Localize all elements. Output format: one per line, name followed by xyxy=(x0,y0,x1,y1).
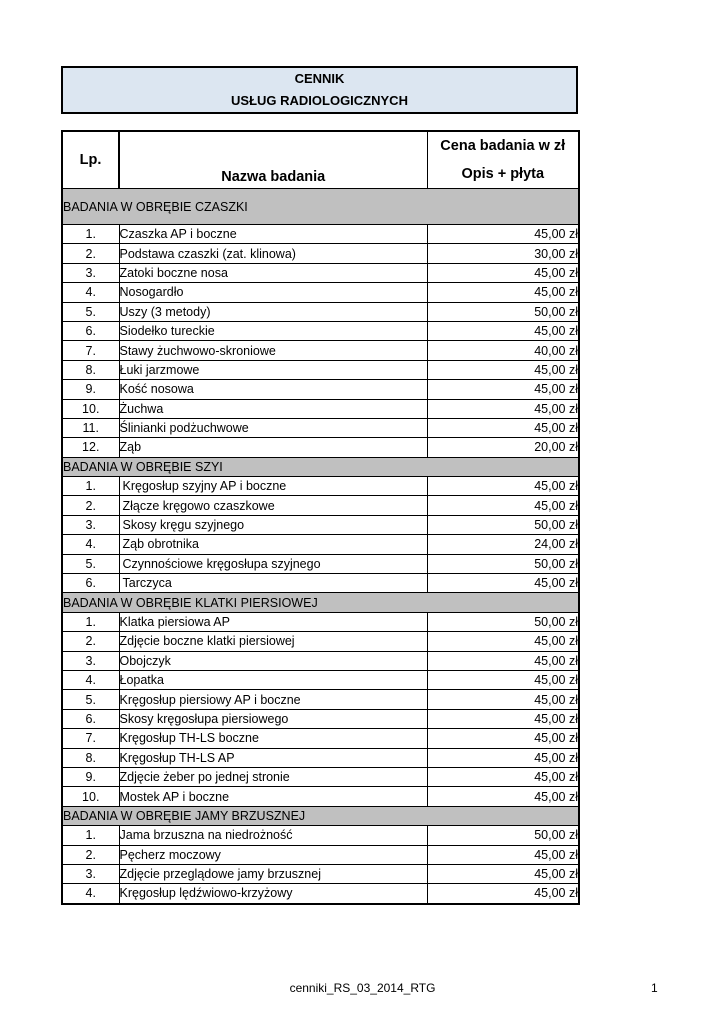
exam-name: Klatka piersiowa AP xyxy=(119,612,427,631)
section-title: BADANIA W OBRĘBIE CZASZKI xyxy=(62,189,579,225)
exam-price: 45,00 zł xyxy=(427,729,579,748)
exam-price: 50,00 zł xyxy=(427,515,579,534)
title-line-2: USŁUG RADIOLOGICZNYCH xyxy=(231,93,408,108)
row-number: 3. xyxy=(62,651,119,670)
row-number: 9. xyxy=(62,380,119,399)
exam-name: Łopatka xyxy=(119,670,427,689)
exam-name: Zdjęcie przeglądowe jamy brzusznej xyxy=(119,864,427,883)
exam-price: 50,00 zł xyxy=(427,826,579,845)
exam-price: 45,00 zł xyxy=(427,225,579,244)
exam-name: Kręgosłup piersiowy AP i boczne xyxy=(119,690,427,709)
table-row xyxy=(62,341,579,360)
row-number: 8. xyxy=(62,360,119,379)
table-row xyxy=(62,690,579,709)
section-header-row xyxy=(62,593,579,612)
exam-price: 45,00 zł xyxy=(427,884,579,904)
table-row xyxy=(62,729,579,748)
table-row xyxy=(62,574,579,593)
exam-price: 50,00 zł xyxy=(427,612,579,631)
row-number: 1. xyxy=(62,225,119,244)
row-number: 1. xyxy=(62,826,119,845)
exam-price: 45,00 zł xyxy=(427,748,579,767)
exam-price: 45,00 zł xyxy=(427,321,579,340)
exam-name: Podstawa czaszki (zat. klinowa) xyxy=(119,244,427,263)
row-number: 10. xyxy=(62,787,119,806)
exam-name: Ząb obrotnika xyxy=(119,535,427,554)
table-row xyxy=(62,884,579,904)
document-title-box xyxy=(61,66,578,114)
exam-name: Obojczyk xyxy=(119,651,427,670)
header-price-line-1: Cena badania w zł xyxy=(440,138,566,154)
table-row xyxy=(62,826,579,845)
table-row xyxy=(62,612,579,631)
exam-name: Nosogardło xyxy=(119,283,427,302)
table-header-row xyxy=(62,131,579,189)
row-number: 6. xyxy=(62,321,119,340)
header-price-line-2: Opis + płyta xyxy=(461,166,545,182)
exam-name: Złącze kręgowo czaszkowe xyxy=(119,496,427,515)
exam-price: 40,00 zł xyxy=(427,341,579,360)
exam-price: 45,00 zł xyxy=(427,418,579,437)
table-row xyxy=(62,418,579,437)
exam-name: Mostek AP i boczne xyxy=(119,787,427,806)
row-number: 8. xyxy=(62,748,119,767)
section-header-row xyxy=(62,806,579,825)
price-table xyxy=(61,130,580,905)
exam-name: Skosy kręgosłupa piersiowego xyxy=(119,709,427,728)
table-row xyxy=(62,651,579,670)
exam-name: Czaszka AP i boczne xyxy=(119,225,427,244)
section-title: BADANIA W OBRĘBIE SZYI xyxy=(62,457,579,476)
table-row xyxy=(62,515,579,534)
table-row xyxy=(62,748,579,767)
table-row xyxy=(62,380,579,399)
row-number: 5. xyxy=(62,554,119,573)
exam-price: 45,00 zł xyxy=(427,399,579,418)
table-row xyxy=(62,864,579,883)
exam-price: 24,00 zł xyxy=(427,535,579,554)
row-number: 10. xyxy=(62,399,119,418)
exam-name: Ślinianki podżuchwowe xyxy=(119,418,427,437)
header-name: Nazwa badania xyxy=(119,131,427,189)
table-row xyxy=(62,632,579,651)
row-number: 12. xyxy=(62,438,119,457)
table-row xyxy=(62,670,579,689)
section-header-row xyxy=(62,189,579,225)
exam-price: 45,00 zł xyxy=(427,263,579,282)
exam-price: 45,00 zł xyxy=(427,787,579,806)
exam-name: Łuki jarzmowe xyxy=(119,360,427,379)
footer-page-number: 1 xyxy=(651,981,658,995)
row-number: 7. xyxy=(62,341,119,360)
row-number: 2. xyxy=(62,632,119,651)
table-row xyxy=(62,399,579,418)
exam-price: 20,00 zł xyxy=(427,438,579,457)
exam-name: Jama brzuszna na niedrożność xyxy=(119,826,427,845)
table-row xyxy=(62,302,579,321)
row-number: 2. xyxy=(62,845,119,864)
row-number: 4. xyxy=(62,670,119,689)
table-row xyxy=(62,360,579,379)
table-row xyxy=(62,283,579,302)
exam-price: 45,00 zł xyxy=(427,360,579,379)
exam-name: Kręgosłup szyjny AP i boczne xyxy=(119,477,427,496)
exam-price: 30,00 zł xyxy=(427,244,579,263)
exam-name: Skosy kręgu szyjnego xyxy=(119,515,427,534)
exam-name: Stawy żuchwowo-skroniowe xyxy=(119,341,427,360)
row-number: 3. xyxy=(62,864,119,883)
row-number: 4. xyxy=(62,535,119,554)
row-number: 3. xyxy=(62,515,119,534)
row-number: 1. xyxy=(62,612,119,631)
table-row xyxy=(62,244,579,263)
section-title: BADANIA W OBRĘBIE JAMY BRZUSZNEJ xyxy=(62,806,579,825)
exam-price: 45,00 zł xyxy=(427,767,579,786)
exam-name: Pęcherz moczowy xyxy=(119,845,427,864)
row-number: 11. xyxy=(62,418,119,437)
exam-price: 45,00 zł xyxy=(427,632,579,651)
table-row xyxy=(62,535,579,554)
table-row xyxy=(62,767,579,786)
exam-name: Żuchwa xyxy=(119,399,427,418)
exam-price: 45,00 zł xyxy=(427,845,579,864)
row-number: 3. xyxy=(62,263,119,282)
row-number: 4. xyxy=(62,283,119,302)
exam-name: Kręgosłup TH-LS AP xyxy=(119,748,427,767)
exam-name: Uszy (3 metody) xyxy=(119,302,427,321)
row-number: 5. xyxy=(62,690,119,709)
table-row xyxy=(62,709,579,728)
header-price xyxy=(427,131,579,189)
header-lp: Lp. xyxy=(62,131,119,189)
row-number: 2. xyxy=(62,244,119,263)
exam-name: Zdjęcie boczne klatki piersiowej xyxy=(119,632,427,651)
table-row xyxy=(62,438,579,457)
row-number: 6. xyxy=(62,709,119,728)
table-row xyxy=(62,496,579,515)
exam-price: 45,00 zł xyxy=(427,709,579,728)
exam-price: 45,00 zł xyxy=(427,690,579,709)
exam-price: 50,00 zł xyxy=(427,554,579,573)
exam-price: 45,00 zł xyxy=(427,477,579,496)
table-row xyxy=(62,787,579,806)
table-row xyxy=(62,554,579,573)
exam-price: 50,00 zł xyxy=(427,302,579,321)
exam-price: 45,00 zł xyxy=(427,496,579,515)
exam-name: Czynnościowe kręgosłupa szyjnego xyxy=(119,554,427,573)
title-line-1: CENNIK xyxy=(294,71,345,86)
exam-name: Tarczyca xyxy=(119,574,427,593)
table-row xyxy=(62,477,579,496)
exam-price: 45,00 zł xyxy=(427,670,579,689)
section-title: BADANIA W OBRĘBIE KLATKI PIERSIOWEJ xyxy=(62,593,579,612)
section-header-row xyxy=(62,457,579,476)
exam-price: 45,00 zł xyxy=(427,574,579,593)
exam-price: 45,00 zł xyxy=(427,864,579,883)
exam-name: Kręgosłup lędźwiowo-krzyżowy xyxy=(119,884,427,904)
exam-price: 45,00 zł xyxy=(427,651,579,670)
exam-name: Zdjęcie żeber po jednej stronie xyxy=(119,767,427,786)
exam-price: 45,00 zł xyxy=(427,380,579,399)
row-number: 5. xyxy=(62,302,119,321)
exam-name: Ząb xyxy=(119,438,427,457)
row-number: 1. xyxy=(62,477,119,496)
exam-price: 45,00 zł xyxy=(427,283,579,302)
row-number: 7. xyxy=(62,729,119,748)
table-row xyxy=(62,321,579,340)
exam-name: Kręgosłup TH-LS boczne xyxy=(119,729,427,748)
footer-document-id: cenniki_RS_03_2014_RTG xyxy=(289,981,436,995)
exam-name: Siodełko tureckie xyxy=(119,321,427,340)
table-row xyxy=(62,845,579,864)
exam-name: Kość nosowa xyxy=(119,380,427,399)
row-number: 6. xyxy=(62,574,119,593)
row-number: 2. xyxy=(62,496,119,515)
table-row xyxy=(62,263,579,282)
table-row xyxy=(62,225,579,244)
exam-name: Zatoki boczne nosa xyxy=(119,263,427,282)
row-number: 4. xyxy=(62,884,119,904)
row-number: 9. xyxy=(62,767,119,786)
